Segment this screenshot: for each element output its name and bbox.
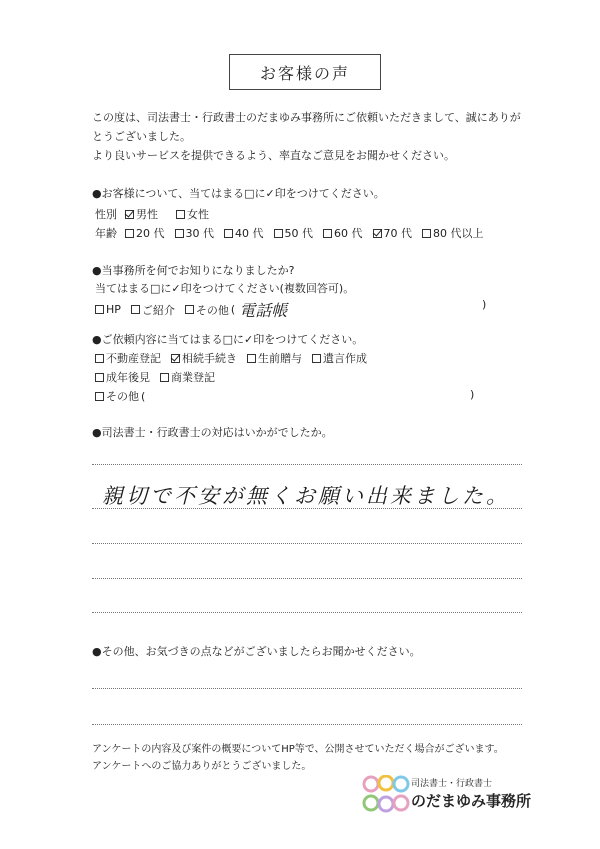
age-option-label: 30 代 [185,227,214,240]
gender-label: 性別 [95,208,117,221]
age-option[interactable] [274,225,314,241]
age-option-label: 80 代以上 [433,227,484,240]
source-option-label: ご紹介 [141,303,175,317]
service-option-label: 成年後見 [106,371,150,384]
source-option-label: その他 [195,303,229,317]
office-logo-icon [362,775,412,815]
logo-dot [379,797,393,811]
source-option-hp[interactable] [95,303,121,316]
answer-line [92,508,522,509]
service-option-label: 商業登記 [171,371,215,384]
checkbox[interactable] [224,229,233,238]
gender-option-female[interactable] [176,206,209,222]
service-option[interactable] [171,350,237,366]
checkbox[interactable] [125,229,134,238]
checkbox[interactable] [312,354,321,363]
checkbox[interactable] [175,229,184,238]
logo-dot [394,777,408,791]
service-option-label: 生前贈与 [258,352,302,365]
intro-line-2: とうございました。 [92,130,191,143]
q4-handwritten-answer[interactable]: 親切で不安が無くお願い出来ました。 [102,484,510,508]
answer-line [92,578,522,579]
q1-gender-row [95,206,219,222]
logo-dot [379,776,393,790]
intro-text [92,108,532,165]
logo-dot [394,796,408,810]
age-label: 年齢 [95,227,117,240]
gender-option-male[interactable] [125,206,158,222]
service-option[interactable] [95,350,161,366]
source-other-handwritten-answer[interactable]: 電話帳 [239,301,288,320]
gender-option-label: 男性 [136,208,158,221]
checkbox[interactable] [125,210,134,219]
q2-heading: ●当事務所を何でお知りになりましたか? [92,264,295,277]
logo-text [411,776,531,811]
checkbox[interactable] [95,354,104,363]
age-option[interactable] [125,225,165,241]
service-option-label: 不動産登記 [106,352,161,365]
checkbox[interactable] [247,354,256,363]
age-option[interactable] [175,225,215,241]
q1-age-row [95,225,494,241]
age-option-label: 60 代 [334,227,363,240]
checkbox[interactable] [176,210,185,219]
checkbox[interactable] [274,229,283,238]
source-option-other[interactable] [185,302,229,318]
gender-option-label: 女性 [187,208,209,221]
age-option[interactable] [224,225,264,241]
source-option-label: HP [106,303,121,316]
checkbox[interactable] [95,392,104,401]
service-option-label: 遺言作成 [323,352,367,365]
answer-line[interactable] [92,688,522,689]
page-title: お客様の声 [229,54,381,90]
checkbox[interactable] [95,373,104,382]
q4-heading: ●司法書士・行政書士の対応はいかがでしたか。 [92,426,333,439]
q2-subheading: 当てはまる□に✓印をつけてください(複数回答可)。 [95,282,355,295]
source-option-referral[interactable] [131,302,175,318]
age-option[interactable] [422,225,484,241]
age-option-label: 20 代 [136,227,165,240]
service-option[interactable] [95,369,150,385]
age-option-label: 50 代 [284,227,313,240]
checkbox[interactable] [373,229,382,238]
checkbox[interactable] [422,229,431,238]
other-paren-close: ) [470,388,475,401]
intro-line-1: この度は、司法書士・行政書士のだまゆみ事務所にご依頼いただきまして、誠にありが [92,111,521,124]
q3-options-row-1 [95,350,377,366]
service-option[interactable] [160,369,215,385]
answer-line [92,543,522,544]
other-paren-open: ( [141,389,146,403]
checkbox[interactable] [131,305,140,314]
checkbox[interactable] [171,354,180,363]
age-option[interactable] [373,225,413,241]
q3-options-row-2 [95,369,225,385]
logo-dot [364,777,378,791]
q2-options-row [95,298,287,321]
q5-heading: ●その他、お気づきの点などがございましたらお聞かせください。 [92,645,421,658]
footer-note [92,741,504,775]
intro-line-3: より良いサービスを提供できるよう、率直なご意見をお聞かせください。 [92,149,455,162]
service-option-label: その他 [106,390,139,403]
other-paren-close: ) [482,298,487,311]
checkbox[interactable] [323,229,332,238]
answer-line[interactable] [92,724,522,725]
checkbox[interactable] [160,373,169,382]
q3-heading: ●ご依頼内容に当てはまる□に✓印をつけてください。 [92,333,364,346]
service-option-label: 相続手続き [182,352,237,365]
service-option[interactable] [312,350,367,366]
footer-line-2: アンケートへのご協力ありがとうございました。 [92,761,312,772]
age-option-label: 40 代 [235,227,264,240]
logo-office-name: のだまゆみ事務所 [411,792,532,810]
q1-heading: ●お客様について、当てはまる□に✓印をつけてください。 [92,187,385,200]
footer-line-1: アンケートの内容及び案件の概要についてHP等で、公開させていただく場合がございます。 [92,744,504,755]
q3-other-row [95,388,145,404]
service-option[interactable] [247,350,302,366]
age-option-label: 70 代 [383,227,412,240]
answer-line [92,612,522,613]
checkbox[interactable] [95,305,104,314]
other-paren-open: ( [230,303,236,316]
service-option-other[interactable] [95,388,139,404]
checkbox[interactable] [185,305,194,314]
answer-line [92,464,522,465]
age-option[interactable] [323,225,363,241]
logo-subtitle: 司法書士・行政書士 [411,779,493,789]
logo-dot [364,796,378,810]
